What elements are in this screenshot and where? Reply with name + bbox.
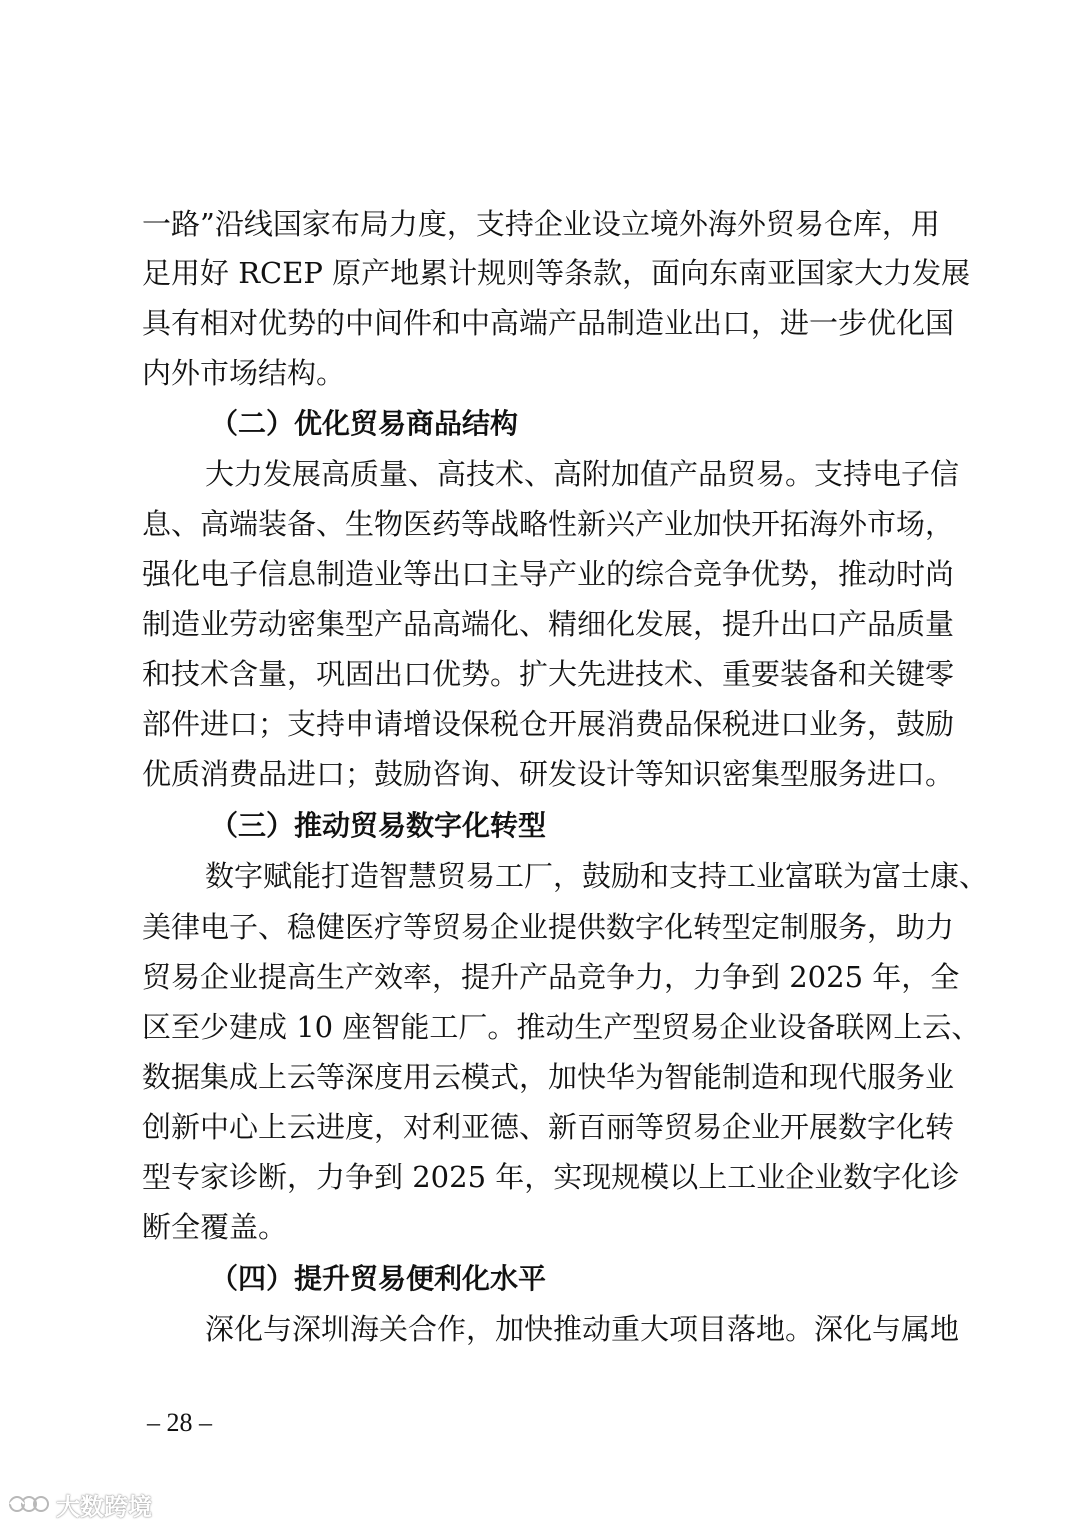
paragraph-line: 数据集成上云等深度用云模式，加快华为智能制造和现代服务业 — [142, 1060, 955, 1094]
watermark-icon — [8, 1490, 50, 1518]
paragraph-line: 具有相对优势的中间件和中高端产品制造业出口，进一步优化国 — [142, 306, 955, 340]
page-number: – 28 – — [147, 1408, 212, 1437]
paragraph-line: 和技术含量，巩固出口优势。扩大先进技术、重要装备和关键零 — [142, 657, 955, 691]
paragraph-line: 一路”沿线国家布局力度，支持企业设立境外海外贸易仓库，用 — [142, 207, 940, 241]
paragraph-line: 深化与深圳海关合作，加快推动重大项目落地。深化与属地 — [205, 1312, 960, 1346]
paragraph-line: 大力发展高质量、高技术、高附加值产品贸易。支持电子信 — [205, 457, 960, 491]
paragraph-line: 制造业劳动密集型产品高端化、精细化发展，提升出口产品质量 — [142, 607, 955, 641]
watermark-text: 大数跨境 — [56, 1492, 152, 1521]
paragraph-line: 内外市场结构。 — [142, 356, 346, 390]
paragraph-line: 型专家诊断，力争到 2025 年，实现规模以上工业企业数字化诊 — [142, 1160, 960, 1194]
paragraph-line: 贸易企业提高生产效率，提升产品竞争力，力争到 2025 年，全 — [142, 960, 960, 994]
paragraph-line: 断全覆盖。 — [142, 1210, 288, 1244]
watermark-logo — [8, 1488, 152, 1520]
paragraph-line: 数字赋能打造智慧贸易工厂，鼓励和支持工业富联为富士康、 — [205, 859, 989, 893]
paragraph-line: 强化电子信息制造业等出口主导产业的综合竞争优势，推动时尚 — [142, 557, 955, 591]
section-heading-3: （三）推动贸易数字化转型 — [210, 809, 547, 842]
paragraph-line: 创新中心上云进度，对利亚德、新百丽等贸易企业开展数字化转 — [142, 1110, 955, 1144]
section-heading-2: （二）优化贸易商品结构 — [210, 407, 519, 440]
paragraph-line: 息、高端装备、生物医药等战略性新兴产业加快开拓海外市场， — [142, 507, 955, 541]
section-heading-4: （四）提升贸易便利化水平 — [210, 1262, 547, 1295]
paragraph-line: 美律电子、稳健医疗等贸易企业提供数字化转型定制服务，助力 — [142, 910, 955, 944]
paragraph-line: 部件进口；支持申请增设保税仓开展消费品保税进口业务，鼓励 — [142, 707, 955, 741]
paragraph-line: 区至少建成 10 座智能工厂。推动生产型贸易企业设备联网上云、 — [142, 1010, 981, 1044]
paragraph-line: 优质消费品进口；鼓励咨询、研发设计等知识密集型服务进口。 — [142, 757, 955, 791]
paragraph-line: 足用好 RCEP 原产地累计规则等条款，面向东南亚国家大力发展 — [142, 256, 971, 290]
